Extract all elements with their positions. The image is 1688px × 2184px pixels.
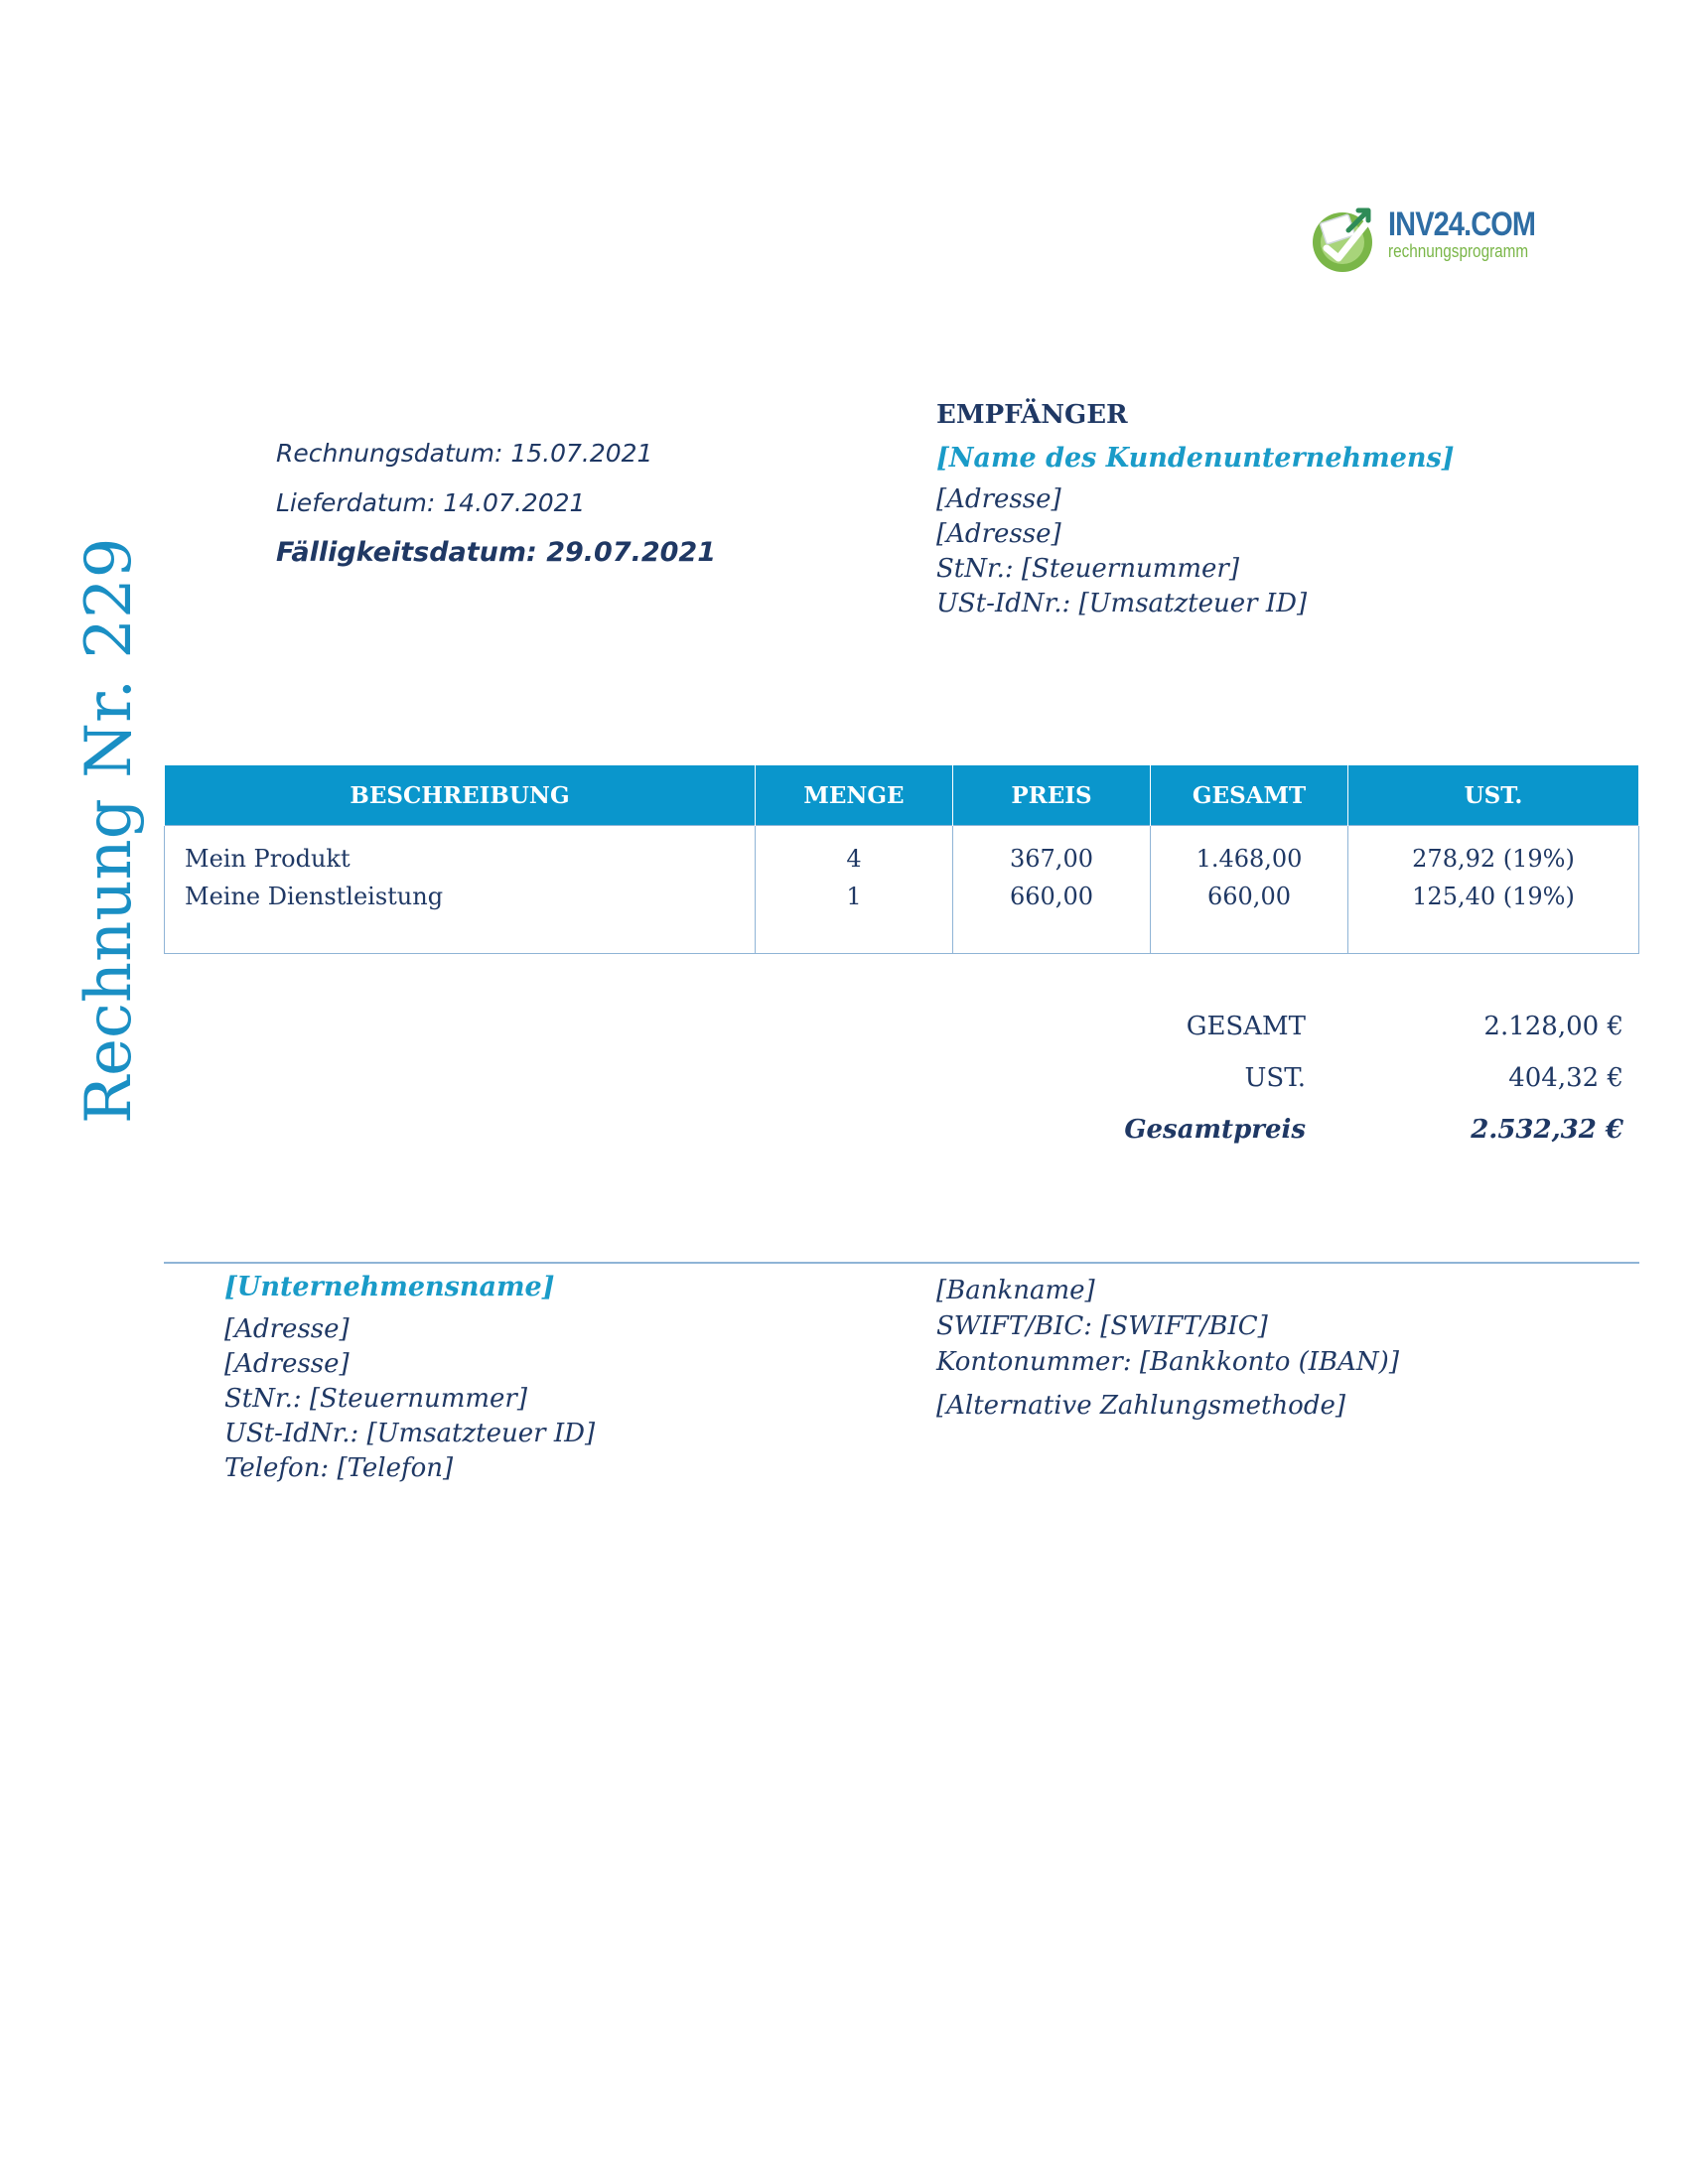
sender-tax-number: StNr.: [Steuernummer] [224,1384,527,1414]
item-price: 660,00 [1010,883,1093,910]
description-cell [165,826,756,954]
sender-block [224,1263,595,1486]
item-vat: 278,92 (19%) [1412,845,1575,873]
sender-address-2: [Adresse] [224,1349,350,1379]
recipient-address-1: [Adresse] [936,484,1061,514]
invoice-dates [276,429,716,578]
grand-total-label: Gesamtpreis [1124,1115,1306,1145]
delivery-date: Lieferdatum: 14.07.2021 [276,488,586,517]
header-price: PREIS [953,765,1151,826]
recipient-vat-id: USt-IdNr.: [Umsatzteuer ID] [936,589,1308,618]
header-description: BESCHREIBUNG [165,765,756,826]
table-row [165,826,1639,954]
item-quantity: 4 [846,845,862,873]
sender-address-1: [Adresse] [224,1314,350,1344]
bank-name: [Bankname] [936,1276,1095,1305]
recipient-company: [Name des Kundenunternehmens] [936,443,1455,474]
net-total-label: GESAMT [1186,1012,1306,1041]
header-total: GESAMT [1151,765,1348,826]
sender-name: [Unternehmensname] [224,1272,555,1302]
item-quantity: 1 [846,883,862,910]
items-table [164,765,1639,954]
recipient-address-2: [Adresse] [936,519,1061,549]
recipient-heading: EMPFÄNGER [936,400,1128,430]
vat-total-value: 404,32 € [1508,1063,1623,1093]
header-vat: UST. [1348,765,1639,826]
logo [1309,199,1537,278]
price-cell [953,826,1151,954]
vat-total-row [1043,1052,1623,1104]
totals-block [1043,1001,1623,1156]
bank-block [936,1273,1399,1424]
item-total: 660,00 [1207,883,1291,910]
bank-account: Kontonummer: [Bankkonto (IBAN)] [936,1347,1399,1377]
quantity-cell [756,826,953,954]
logo-tagline: rechnungsprogramm [1388,241,1529,261]
due-date: Fälligkeitsdatum: 29.07.2021 [276,537,717,568]
grand-total-value: 2.532,32 € [1471,1115,1623,1145]
sender-vat-id: USt-IdNr.: [Umsatzteuer ID] [224,1419,596,1448]
table-header-row [165,765,1639,826]
item-description: Mein Produkt [185,845,351,873]
recipient-block [936,395,1455,621]
net-total-row [1043,1001,1623,1052]
item-price: 367,00 [1010,845,1093,873]
header-quantity: MENGE [756,765,953,826]
sender-phone: Telefon: [Telefon] [224,1453,454,1483]
alternative-payment: [Alternative Zahlungsmethode] [936,1391,1346,1421]
net-total-value: 2.128,00 € [1483,1012,1623,1041]
item-total: 1.468,00 [1196,845,1303,873]
invoice-title: Rechnung Nr. 229 [72,537,146,1124]
vat-cell [1348,826,1639,954]
grand-total-row [1043,1104,1623,1156]
vat-total-label: UST. [1244,1063,1306,1093]
item-description: Meine Dienstleistung [185,883,444,910]
recipient-tax-number: StNr.: [Steuernummer] [936,554,1239,584]
item-vat: 125,40 (19%) [1412,883,1575,910]
logo-brand: INV24.COM [1388,205,1536,243]
logo-icon [1309,201,1384,276]
invoice-date: Rechnungsdatum: 15.07.2021 [276,439,653,468]
total-cell [1151,826,1348,954]
bank-swift: SWIFT/BIC: [SWIFT/BIC] [936,1311,1268,1341]
